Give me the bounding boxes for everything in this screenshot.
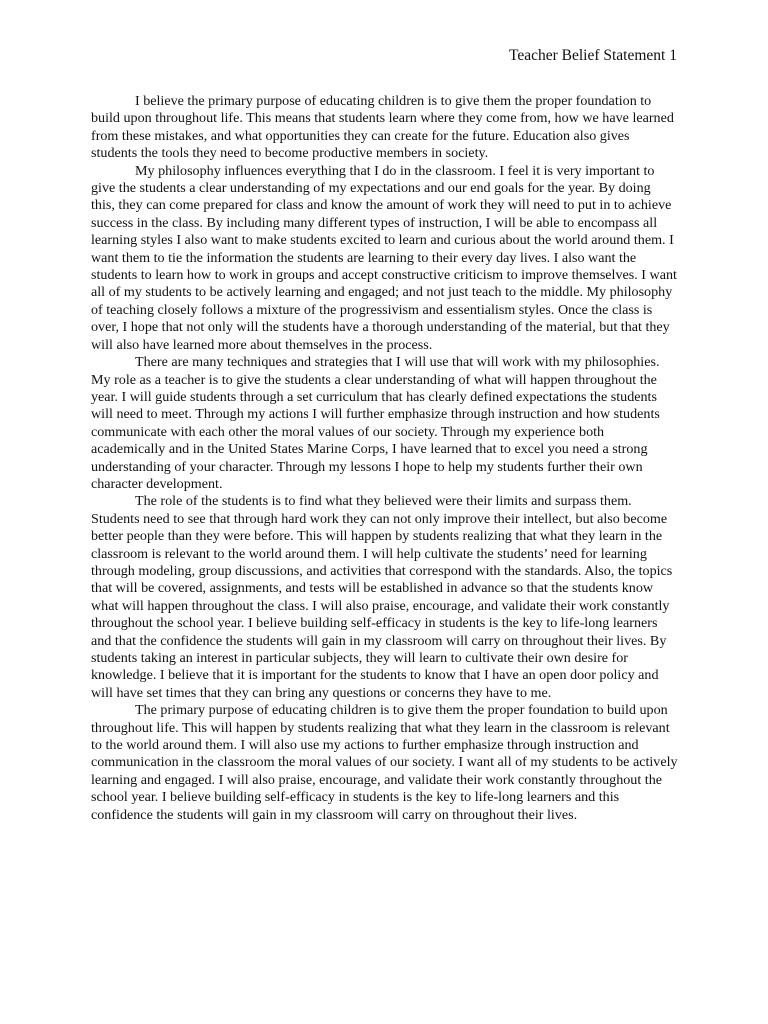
paragraph-student-role: The role of the students is to find what they believed were their limits and surpass them. Students need to see that through hard work they can not only improve their intellect, but also become better people than they were before. This will happen by students realizing that what they learn in the classroom is relevant to the world around them. I will help cultivate the students’ need for learning through modeling, group discussions, and activities that correspond with the standards. Also, the topics that will be covered, assignments, and tests will be established in advance so that the students know what will happen throughout the class. I will also praise, encourage, and validate their work constantly throughout the school year. I believe building self-efficacy in students is the key to life-long learners and that the confidence the students will gain in my classroom will carry on throughout their lives. By students taking an interest in particular subjects, they will learn to cultivate their own desire for knowledge. I believe that it is important for the students to know that I have an open door policy and will have set times that they can bring any questions or concerns they have to me. <box>91 493 673 701</box>
body-text <box>91 93 678 824</box>
paragraph-philosophy: My philosophy influences everything that I do in the classroom. I feel it is very important to give the students a clear understanding of my expectations and our end goals for the year. By doing this, they can come prepared for class and know the amount of work they will need to put in to achieve success in the class. By including many different types of instruction, I will be able to encompass all learning styles I also want to make students excited to learn and curious about the world around them. I want them to tie the information the students are learning to their every day lives. I also want the students to learn how to work in groups and accept constructive criticism to improve themselves. I want all of my students to be actively learning and engaged; and not just teach to the middle. My philosophy of teaching closely follows a mixture of the progressivism and essentialism styles. Once the class is over, I hope that not only will the students have a thorough understanding of the material, but that they will also have learned more about themselves in the process. <box>91 162 677 353</box>
running-head: Teacher Belief Statement 1 <box>508 47 677 64</box>
paragraph-techniques: There are many techniques and strategies that I will use that will work with my philosophies. My role as a teacher is to give the students a clear understanding of what will happen throughout the year. I will guide students through a set curriculum that has clearly defined expectations the students will need to meet. Through my actions I will further emphasize through instruction and how students communicate with each other the moral values of our society. Through my experience both academically and in the United States Marine Corps, I have learned that to excel you need a strong understanding of your character. Through my lessons I hope to help my students further their own character development. <box>91 354 660 492</box>
paragraph-conclusion: The primary purpose of educating children is to give them the proper foundation to build upon throughout life. This will happen by students realizing that what they learn in the classroom is relevant to the world around them. I will also use my actions to further emphasize through instruction and communication in the classroom the moral values of our society. I want all of my students to be actively learning and engaged. I will also praise, encourage, and validate their work constantly throughout the school year. I believe building self-efficacy in students is the key to life-long learners and this confidence the students will gain in my classroom will carry on throughout their lives. <box>91 702 678 823</box>
paragraph-purpose: I believe the primary purpose of educating children is to give them the proper foundation to build upon throughout life. This means that students learn where they come from, how we have learned from these mistakes, and what opportunities they can create for the future. Education also gives students the tools they need to become productive members in society. <box>91 93 674 162</box>
